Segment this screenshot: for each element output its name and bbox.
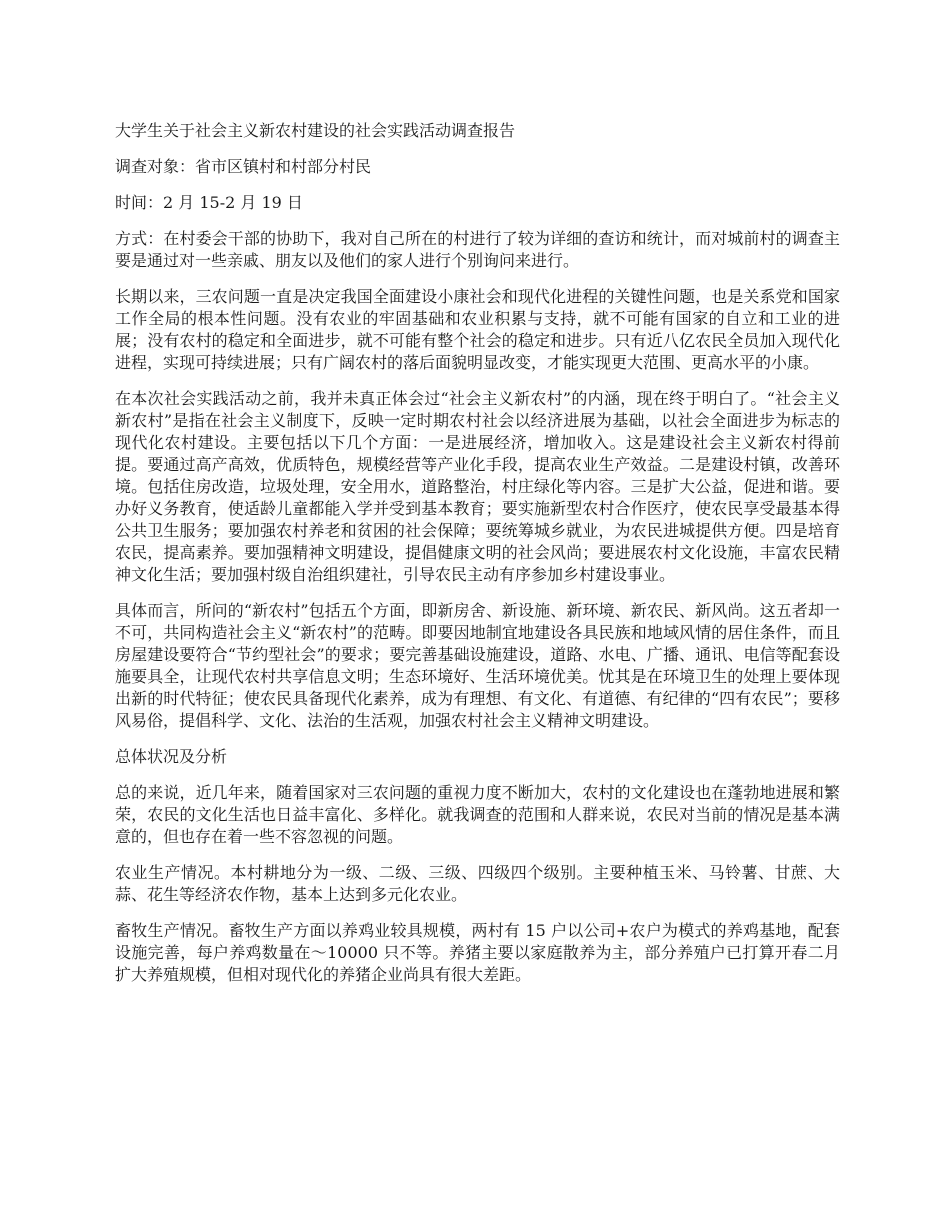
body-paragraph: 长期以来，三农问题一直是决定我国全面建设小康社会和现代化进程的关键性问题，也是关系党和国家工作全局的根本性问题。没有农业的牢固基础和农业积累与支持，就不可能有国家的自立和工业的进展；没有农村的稳定和全面进步，就不可能有整个社会的稳定和进步。只有近八亿农民全员加入现代化进程，实现可持续进展；只有广阔农村的落后面貌明显改变，才能实现更大范围、更高水平的小康。 — [115, 287, 840, 372]
document-page — [115, 120, 840, 1000]
analysis-paragraph: 农业生产情况。本村耕地分为一级、二级、三级、四级四个级别。主要种植玉米、马铃薯、甘蔗、大蒜、花生等经济农作物，基本上达到多元化农业。 — [115, 863, 840, 904]
analysis-paragraph: 畜牧生产情况。畜牧生产方面以养鸡业较具规模，两村有 15 户以公司+农户为模式的养鸡基地，配套设施完善，每户养鸡数量在～10000 只不等。养猪主要以家庭散养为主，部分养殖户已打算开春二月扩大养殖规模，但相对现代化的养猪企业尚具有很大差距。 — [115, 921, 840, 984]
survey-subject: 调查对象：省市区镇村和村部分村民 — [115, 157, 372, 176]
document-title: 大学生关于社会主义新农村建设的社会实践活动调查报告 — [115, 121, 516, 140]
analysis-paragraph: 总的来说，近几年来，随着国家对三农问题的重视力度不断加大，农村的文化建设也在蓬勃地进展和繁荣，农民的文化生活也日益丰富化、多样化。就我调查的范围和人群来说，农民对当前的情况是基本满意的，但也存在着一些不容忽视的问题。 — [115, 783, 840, 846]
survey-time: 时间：2 月 15-2 月 19 日 — [115, 193, 303, 212]
section-heading: 总体状况及分析 — [115, 747, 228, 766]
body-paragraph: 具体而言，所问的“新农村”包括五个方面，即新房舍、新设施、新环境、新农民、新风尚。这五者却一不可，共同构造社会主义“新农村”的范畴。即要因地制宜地建设各具民族和地域风情的居住条件，而且房屋建设要符合“节约型社会”的要求；要完善基础设施建设，道路、水电、广播、通讯、电信等配套设施要具全，让现代农村共享信息文明；生态环境好、生活环境优美。忧其是在环境卫生的处理上要体现出新的时代特征；使农民具备现代化素养，成为有理想、有文化、有道德、有纪律的“四有农民”；要移风易俗，提倡科学、文化、法治的生活观，加强农村社会主义精神文明建设。 — [115, 601, 840, 730]
body-paragraph: 在本次社会实践活动之前，我并未真正体会过“社会主义新农村”的内涵，现在终于明白了。“社会主义新农村”是指在社会主义制度下，反映一定时期农村社会以经济进展为基础，以社会全面进步为标志的现代化农村建设。主要包括以下几个方面：一是进展经济，增加收入。这是建设社会主义新农村得前提。要通过高产高效，优质特色，规模经营等产业化手段，提高农业生产效益。二是建设村镇，改善环境。包括住房改造，垃圾处理，安全用水，道路整治，村庄绿化等内容。三是扩大公益，促进和谐。要办好义务教育，使适龄儿童都能入学并受到基本教育；要实施新型农村合作医疗，使农民享受最基本得公共卫生服务；要加强农村养老和贫困的社会保障；要统筹城乡就业，为农民进城提供方便。四是培育农民，提高素养。要加强精神文明建设，提倡健康文明的社会风尚；要进展农村文化设施，丰富农民精神文化生活；要加强村级自治组织建社，引导农民主动有序参加乡村建设事业。 — [115, 389, 840, 584]
survey-method: 方式：在村委会干部的协助下，我对自己所在的村进行了较为详细的查访和统计，而对城前村的调查主要是通过对一些亲戚、朋友以及他们的家人进行个别询问来进行。 — [115, 229, 840, 270]
